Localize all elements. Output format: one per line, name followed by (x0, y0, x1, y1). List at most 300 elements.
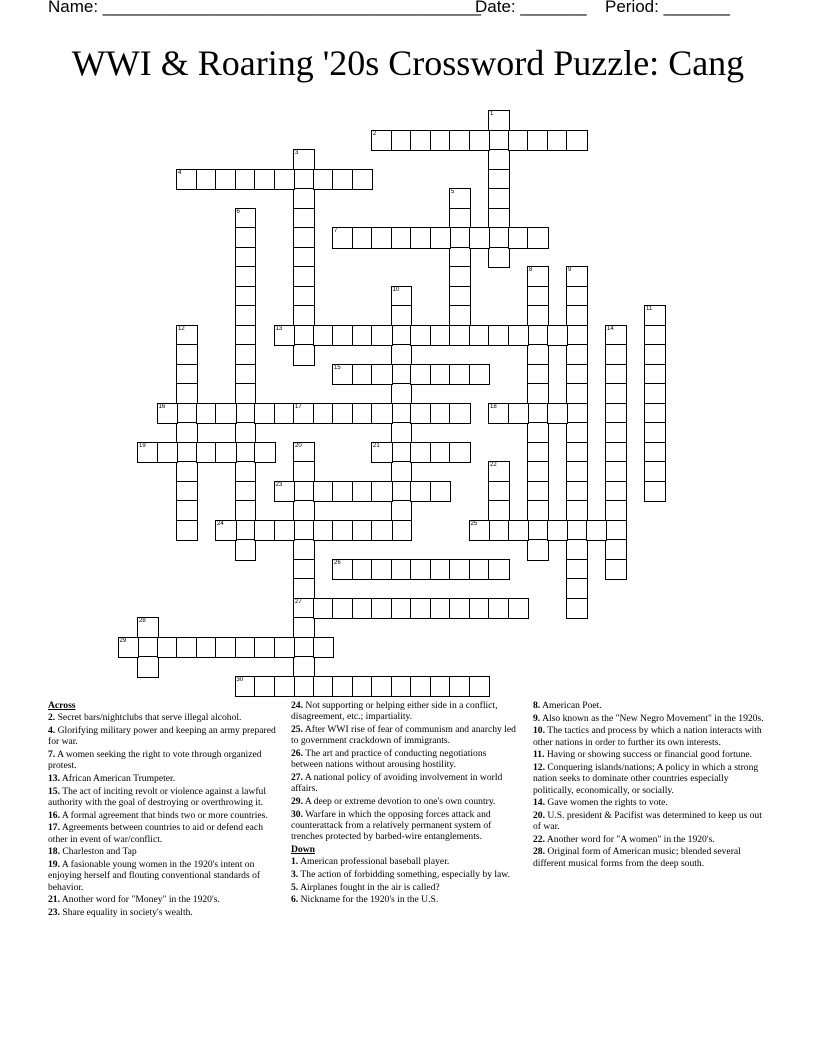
clue-number: 26. (291, 748, 303, 759)
grid-cell[interactable] (313, 169, 335, 191)
grid-cell[interactable] (488, 500, 510, 522)
down-clue (533, 846, 769, 869)
grid-cell[interactable] (332, 520, 354, 542)
grid-cell[interactable] (644, 364, 666, 386)
grid-cell[interactable] (137, 637, 159, 659)
grid-cell[interactable] (449, 325, 471, 347)
grid-cell[interactable] (235, 403, 257, 425)
grid-cell[interactable] (488, 227, 510, 249)
grid-cell[interactable] (274, 325, 296, 347)
grid-cell[interactable] (332, 403, 354, 425)
grid-cell[interactable] (469, 364, 491, 386)
grid-cell[interactable] (371, 676, 393, 698)
grid-cell[interactable] (644, 344, 666, 366)
grid-cell[interactable] (254, 442, 276, 464)
grid-cell[interactable] (235, 266, 257, 288)
grid-cell[interactable] (391, 676, 413, 698)
grid-cell[interactable] (293, 305, 315, 327)
grid-cell[interactable] (352, 676, 374, 698)
grid-cell[interactable] (352, 559, 374, 581)
grid-cell[interactable] (254, 520, 276, 542)
grid-cell[interactable] (644, 481, 666, 503)
grid-cell[interactable] (274, 403, 296, 425)
grid-cell[interactable] (508, 227, 530, 249)
grid-cell[interactable] (313, 637, 335, 659)
grid-cell[interactable] (391, 325, 413, 347)
grid-cell[interactable] (196, 442, 218, 464)
grid-cell[interactable] (410, 559, 432, 581)
clue-number-label: 6 (236, 208, 240, 215)
grid-cell[interactable] (430, 442, 452, 464)
grid-cell[interactable] (293, 169, 315, 191)
grid-cell[interactable] (469, 559, 491, 581)
grid-cell[interactable] (508, 403, 530, 425)
grid-cell[interactable] (176, 520, 198, 542)
date-field[interactable]: Date: _______ (475, 0, 587, 16)
grid-cell[interactable] (235, 383, 257, 405)
grid-cell[interactable] (176, 383, 198, 405)
grid-cell[interactable] (293, 598, 315, 620)
grid-cell[interactable] (332, 481, 354, 503)
grid-cell[interactable] (371, 481, 393, 503)
grid-cell[interactable] (605, 403, 627, 425)
grid-cell[interactable] (274, 481, 296, 503)
grid-cell[interactable] (566, 539, 588, 561)
grid-cell[interactable] (371, 442, 393, 464)
grid-cell[interactable] (644, 442, 666, 464)
grid-cell[interactable] (547, 325, 569, 347)
grid-cell[interactable] (410, 364, 432, 386)
grid-cell[interactable] (605, 520, 627, 542)
grid-cell[interactable] (293, 247, 315, 269)
grid-cell[interactable] (332, 364, 354, 386)
grid-cell[interactable] (235, 325, 257, 347)
grid-cell[interactable] (488, 247, 510, 269)
grid-cell[interactable] (391, 305, 413, 327)
grid-cell[interactable] (157, 442, 179, 464)
grid-cell[interactable] (235, 227, 257, 249)
grid-cell[interactable] (566, 266, 588, 288)
grid-cell[interactable] (605, 481, 627, 503)
grid-cell[interactable] (313, 676, 335, 698)
grid-cell[interactable] (235, 637, 257, 659)
clue-number: 8. (533, 700, 541, 711)
grid-cell[interactable] (488, 520, 510, 542)
grid-cell[interactable] (235, 286, 257, 308)
clue-number: 23. (48, 906, 60, 918)
grid-cell[interactable] (430, 364, 452, 386)
grid-cell[interactable] (566, 520, 588, 542)
clue-number-label: 9 (568, 267, 572, 273)
grid-cell[interactable] (527, 344, 549, 366)
grid-cell[interactable] (371, 598, 393, 620)
grid-cell[interactable] (371, 325, 393, 347)
clue-text: A national policy of avoiding involvement in world affairs. (291, 772, 503, 795)
grid-cell[interactable] (566, 598, 588, 620)
grid-cell[interactable] (488, 598, 510, 620)
grid-cell[interactable] (235, 422, 257, 444)
grid-cell[interactable] (469, 130, 491, 152)
grid-cell[interactable] (391, 559, 413, 581)
clue-text: Warfare in which the opposing forces attack and counterattack from a relatively permanent system of trenches protected by barbed-wire entanglements. (291, 808, 492, 843)
grid-cell[interactable] (293, 403, 315, 425)
grid-cell[interactable] (566, 383, 588, 405)
grid-cell[interactable] (293, 188, 315, 210)
grid-cell[interactable] (410, 481, 432, 503)
grid-cell[interactable] (391, 461, 413, 483)
grid-cell[interactable] (352, 481, 374, 503)
grid-cell[interactable] (566, 305, 588, 327)
grid-cell[interactable] (410, 598, 432, 620)
clue-number: 6. (291, 894, 299, 906)
clue-text: Glorifying military power and keeping an army prepared for war. (48, 725, 276, 748)
grid-cell[interactable] (508, 520, 530, 542)
clue-number: 29. (291, 796, 303, 807)
grid-cell[interactable] (235, 364, 257, 386)
grid-cell[interactable] (313, 520, 335, 542)
grid-cell[interactable] (293, 227, 315, 249)
grid-cell[interactable] (274, 637, 296, 659)
grid-cell[interactable] (605, 442, 627, 464)
grid-cell[interactable] (527, 422, 549, 444)
grid-cell[interactable] (488, 169, 510, 191)
grid-cell[interactable] (566, 442, 588, 464)
grid-cell[interactable] (566, 500, 588, 522)
grid-cell[interactable] (371, 364, 393, 386)
grid-cell[interactable] (391, 481, 413, 503)
grid-cell[interactable] (449, 286, 471, 308)
grid-cell[interactable] (293, 539, 315, 561)
grid-cell[interactable] (137, 656, 159, 678)
grid-cell[interactable] (391, 130, 413, 152)
grid-cell[interactable] (410, 325, 432, 347)
grid-cell[interactable] (566, 461, 588, 483)
grid-cell[interactable] (410, 403, 432, 425)
grid-cell[interactable] (449, 247, 471, 269)
clue-number-label: 20 (295, 442, 302, 449)
grid-cell[interactable] (566, 344, 588, 366)
grid-cell[interactable] (488, 559, 510, 581)
grid-cell[interactable] (527, 442, 549, 464)
grid-cell[interactable] (586, 520, 608, 542)
grid-cell[interactable] (566, 286, 588, 308)
grid-cell[interactable] (449, 403, 471, 425)
grid-cell[interactable] (449, 305, 471, 327)
clue-number: 4. (48, 725, 56, 736)
grid-cell[interactable] (605, 422, 627, 444)
grid-cell[interactable] (313, 598, 335, 620)
grid-cell[interactable] (488, 481, 510, 503)
grid-cell[interactable] (527, 520, 549, 542)
grid-cell[interactable] (527, 500, 549, 522)
grid-cell[interactable] (313, 481, 335, 503)
grid-cell[interactable] (235, 305, 257, 327)
grid-cell[interactable] (293, 286, 315, 308)
grid-cell[interactable] (293, 520, 315, 542)
grid-cell[interactable] (176, 403, 198, 425)
grid-cell[interactable] (449, 364, 471, 386)
grid-cell[interactable] (235, 247, 257, 269)
grid-cell[interactable] (254, 169, 276, 191)
grid-cell[interactable] (527, 266, 549, 288)
grid-cell[interactable] (605, 383, 627, 405)
grid-cell[interactable] (488, 188, 510, 210)
grid-cell[interactable] (293, 266, 315, 288)
grid-cell[interactable] (293, 442, 315, 464)
grid-cell[interactable] (527, 461, 549, 483)
grid-cell[interactable] (508, 325, 530, 347)
grid-cell[interactable] (371, 130, 393, 152)
grid-cell[interactable] (449, 208, 471, 230)
grid-cell[interactable] (215, 637, 237, 659)
grid-cell[interactable] (332, 325, 354, 347)
grid-cell[interactable] (293, 578, 315, 600)
grid-cell[interactable] (469, 227, 491, 249)
grid-cell[interactable] (527, 325, 549, 347)
grid-cell[interactable] (293, 208, 315, 230)
grid-cell[interactable] (566, 422, 588, 444)
grid-cell[interactable] (274, 676, 296, 698)
grid-cell[interactable] (235, 500, 257, 522)
grid-cell[interactable] (469, 520, 491, 542)
grid-cell[interactable] (371, 403, 393, 425)
grid-cell[interactable] (235, 461, 257, 483)
grid-cell[interactable] (332, 559, 354, 581)
grid-cell[interactable] (274, 169, 296, 191)
clue-number: 13. (48, 773, 60, 784)
grid-cell[interactable] (352, 364, 374, 386)
grid-cell[interactable] (254, 637, 276, 659)
grid-cell[interactable] (469, 325, 491, 347)
grid-cell[interactable] (527, 539, 549, 561)
grid-cell[interactable] (410, 676, 432, 698)
grid-cell[interactable] (332, 227, 354, 249)
grid-cell[interactable] (430, 130, 452, 152)
grid-cell[interactable] (508, 598, 530, 620)
grid-cell[interactable] (235, 344, 257, 366)
grid-cell[interactable] (644, 422, 666, 444)
grid-cell[interactable] (293, 559, 315, 581)
grid-cell[interactable] (430, 676, 452, 698)
grid-cell[interactable] (293, 656, 315, 678)
grid-cell[interactable] (527, 481, 549, 503)
down-clue (533, 797, 769, 808)
grid-cell[interactable] (449, 676, 471, 698)
grid-cell[interactable] (391, 442, 413, 464)
grid-cell[interactable] (605, 539, 627, 561)
grid-cell[interactable] (196, 403, 218, 425)
grid-cell[interactable] (293, 325, 315, 347)
grid-cell[interactable] (527, 305, 549, 327)
grid-cell[interactable] (293, 149, 315, 171)
grid-cell[interactable] (293, 637, 315, 659)
grid-cell[interactable] (274, 520, 296, 542)
grid-cell[interactable] (430, 403, 452, 425)
grid-cell[interactable] (430, 227, 452, 249)
grid-cell[interactable] (215, 520, 237, 542)
grid-cell[interactable] (332, 169, 354, 191)
clue-number: 7. (48, 749, 56, 760)
grid-cell[interactable] (605, 364, 627, 386)
grid-cell[interactable] (488, 325, 510, 347)
grid-cell[interactable] (176, 325, 198, 347)
grid-cell[interactable] (235, 481, 257, 503)
grid-cell[interactable] (176, 364, 198, 386)
grid-cell[interactable] (235, 208, 257, 230)
grid-cell[interactable] (547, 403, 569, 425)
grid-cell[interactable] (157, 403, 179, 425)
grid-cell[interactable] (547, 130, 569, 152)
grid-cell[interactable] (313, 325, 335, 347)
grid-cell[interactable] (391, 598, 413, 620)
grid-cell[interactable] (352, 403, 374, 425)
grid-cell[interactable] (547, 520, 569, 542)
grid-cell[interactable] (527, 227, 549, 249)
grid-cell[interactable] (391, 500, 413, 522)
grid-cell[interactable] (332, 598, 354, 620)
grid-cell[interactable] (508, 130, 530, 152)
grid-cell[interactable] (566, 403, 588, 425)
grid-cell[interactable] (313, 403, 335, 425)
period-field[interactable]: Period: _______ (605, 0, 730, 16)
grid-cell[interactable] (644, 383, 666, 405)
grid-cell[interactable] (352, 598, 374, 620)
grid-cell[interactable] (254, 403, 276, 425)
grid-cell[interactable] (527, 364, 549, 386)
grid-cell[interactable] (605, 344, 627, 366)
grid-cell[interactable] (488, 208, 510, 230)
grid-cell[interactable] (235, 676, 257, 698)
grid-cell[interactable] (371, 520, 393, 542)
grid-cell[interactable] (430, 481, 452, 503)
grid-cell[interactable] (352, 325, 374, 347)
grid-cell[interactable] (527, 130, 549, 152)
clue-number-label: 3 (295, 150, 299, 156)
grid-cell[interactable] (449, 130, 471, 152)
grid-cell[interactable] (293, 617, 315, 639)
grid-cell[interactable] (215, 442, 237, 464)
grid-cell[interactable] (469, 598, 491, 620)
grid-cell[interactable] (176, 344, 198, 366)
grid-cell[interactable] (235, 442, 257, 464)
grid-cell[interactable] (352, 227, 374, 249)
grid-cell[interactable] (430, 325, 452, 347)
grid-cell[interactable] (605, 325, 627, 347)
puzzle-title: WWI & Roaring '20s Crossword Puzzle: Cang (71, 43, 745, 83)
grid-cell[interactable] (644, 305, 666, 327)
grid-cell[interactable] (430, 598, 452, 620)
grid-cell[interactable] (566, 559, 588, 581)
name-field[interactable]: Name: ________________________________________ (48, 0, 481, 16)
grid-cell[interactable] (566, 325, 588, 347)
grid-cell[interactable] (449, 266, 471, 288)
grid-cell[interactable] (371, 559, 393, 581)
grid-cell[interactable] (371, 227, 393, 249)
grid-cell[interactable] (215, 403, 237, 425)
grid-cell[interactable] (527, 383, 549, 405)
grid-cell[interactable] (196, 169, 218, 191)
grid-cell[interactable] (293, 500, 315, 522)
grid-cell[interactable] (449, 442, 471, 464)
grid-cell[interactable] (566, 481, 588, 503)
grid-cell[interactable] (566, 578, 588, 600)
down-clue (533, 749, 769, 760)
grid-cell[interactable] (449, 188, 471, 210)
grid-cell[interactable] (137, 442, 159, 464)
grid-cell[interactable] (176, 442, 198, 464)
grid-cell[interactable] (488, 403, 510, 425)
grid-cell[interactable] (391, 520, 413, 542)
grid-cell[interactable] (293, 481, 315, 503)
grid-cell[interactable] (176, 637, 198, 659)
grid-cell[interactable] (352, 520, 374, 542)
grid-cell[interactable] (449, 559, 471, 581)
grid-cell[interactable] (196, 637, 218, 659)
grid-cell[interactable] (235, 539, 257, 561)
grid-cell[interactable] (332, 676, 354, 698)
grid-cell[interactable] (449, 227, 471, 249)
grid-cell[interactable] (235, 169, 257, 191)
grid-cell[interactable] (391, 364, 413, 386)
grid-cell[interactable] (176, 481, 198, 503)
grid-cell[interactable] (391, 227, 413, 249)
grid-cell[interactable] (391, 422, 413, 444)
grid-cell[interactable] (293, 344, 315, 366)
grid-cell[interactable] (488, 130, 510, 152)
grid-cell[interactable] (176, 461, 198, 483)
grid-cell[interactable] (644, 325, 666, 347)
grid-cell[interactable] (527, 403, 549, 425)
grid-cell[interactable] (137, 617, 159, 639)
grid-cell[interactable] (605, 461, 627, 483)
grid-cell[interactable] (605, 559, 627, 581)
grid-cell[interactable] (527, 286, 549, 308)
grid-cell[interactable] (410, 130, 432, 152)
clue-number: 11. (533, 749, 545, 761)
grid-cell[interactable] (410, 442, 432, 464)
grid-cell[interactable] (410, 227, 432, 249)
grid-cell[interactable] (430, 559, 452, 581)
grid-cell[interactable] (469, 676, 491, 698)
grid-cell[interactable] (644, 403, 666, 425)
grid-cell[interactable] (254, 676, 276, 698)
grid-cell[interactable] (488, 110, 510, 132)
grid-cell[interactable] (566, 364, 588, 386)
grid-cell[interactable] (235, 520, 257, 542)
grid-cell[interactable] (391, 286, 413, 308)
clue-text: Having or showing success or financial good fortune. (544, 749, 753, 761)
grid-cell[interactable] (605, 500, 627, 522)
grid-cell[interactable] (391, 403, 413, 425)
grid-cell[interactable] (644, 461, 666, 483)
grid-cell[interactable] (488, 149, 510, 171)
grid-cell[interactable] (176, 500, 198, 522)
clue-number-label: 13 (275, 325, 283, 332)
grid-cell[interactable] (566, 130, 588, 152)
grid-cell[interactable] (488, 461, 510, 483)
grid-cell[interactable] (391, 344, 413, 366)
grid-cell[interactable] (157, 637, 179, 659)
grid-cell[interactable] (118, 637, 140, 659)
grid-cell[interactable] (215, 169, 237, 191)
grid-cell[interactable] (352, 169, 374, 191)
grid-cell[interactable] (293, 676, 315, 698)
grid-cell[interactable] (293, 461, 315, 483)
grid-cell[interactable] (176, 422, 198, 444)
grid-cell[interactable] (391, 383, 413, 405)
grid-cell[interactable] (449, 598, 471, 620)
grid-cell[interactable] (176, 169, 198, 191)
